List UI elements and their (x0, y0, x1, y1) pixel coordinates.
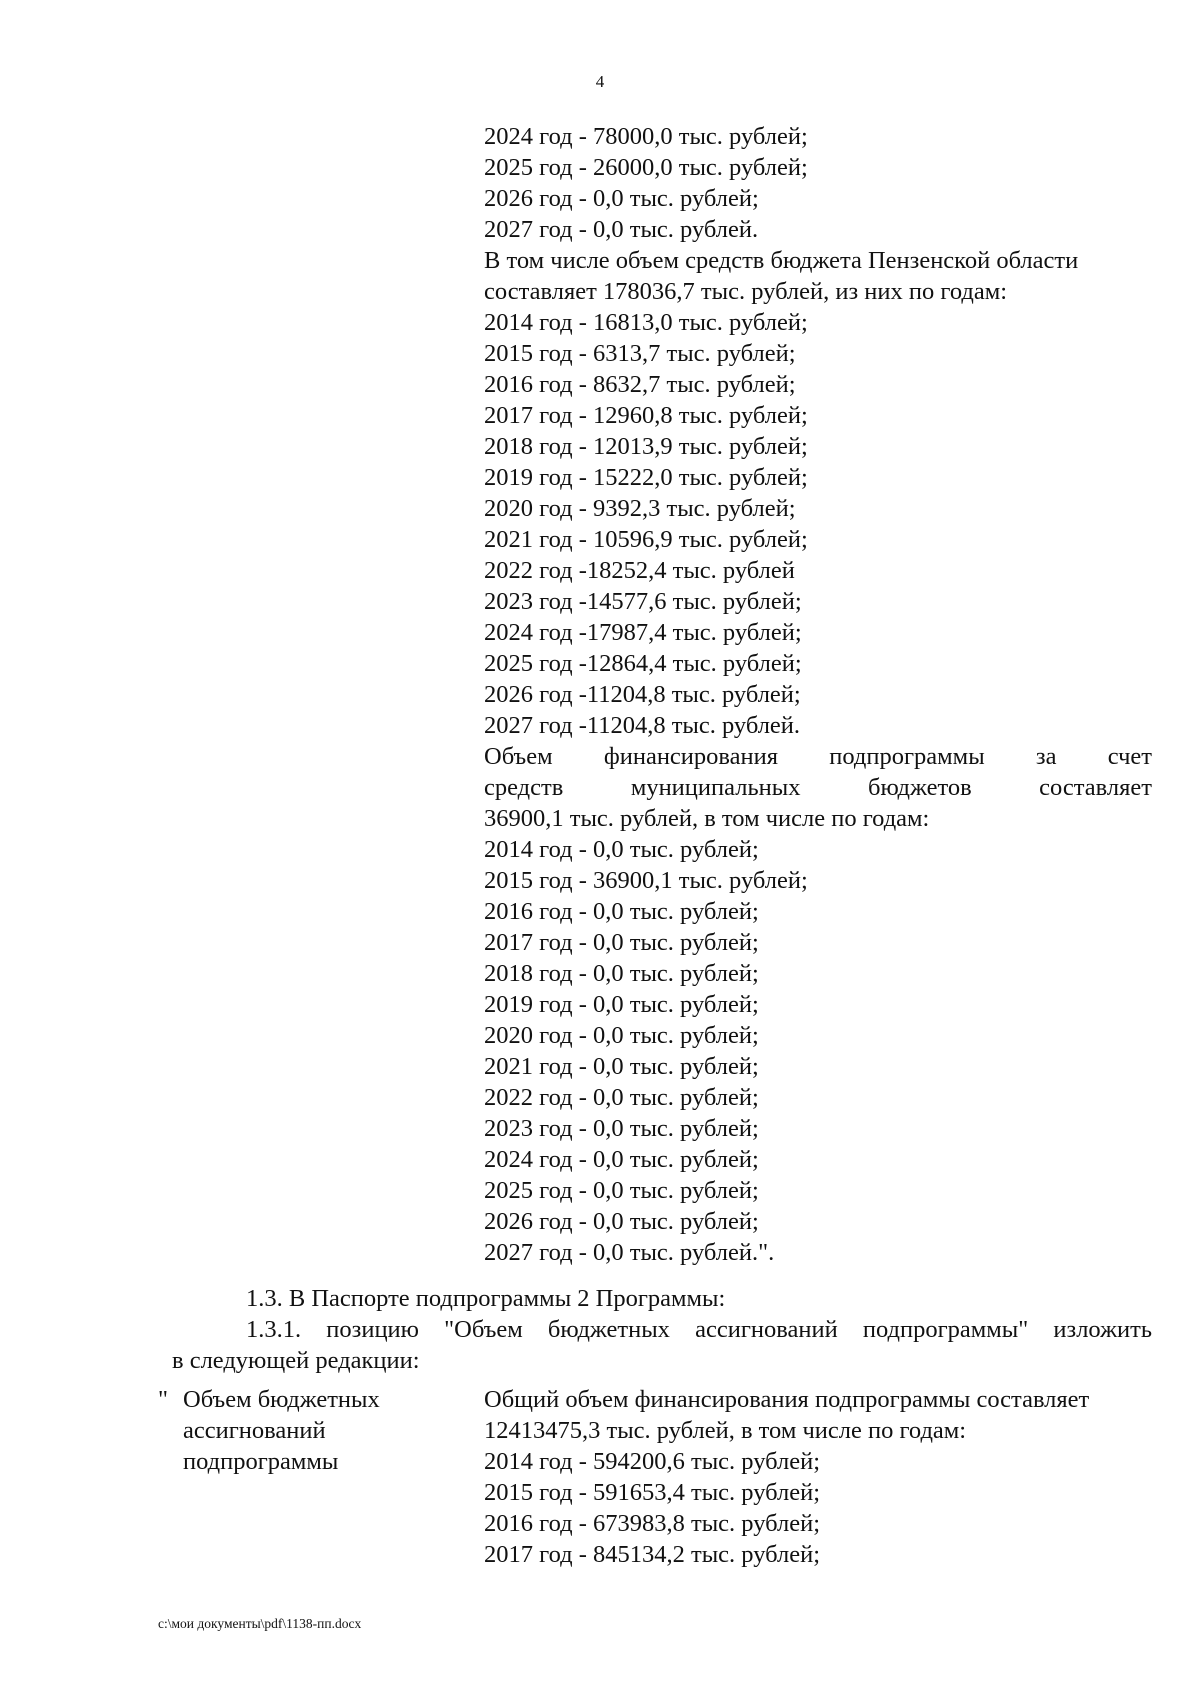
year-line: 2021 год - 0,0 тыс. рублей; (484, 1053, 759, 1080)
footer-file-path: c:\мои документы\pdf\1138-пп.docx (158, 1616, 362, 1631)
year-line: 2027 год - 0,0 тыс. рублей. (484, 216, 759, 243)
year-line: 2027 год - 0,0 тыс. рублей.". (484, 1239, 775, 1266)
year-line: 2024 год -17987,4 тыс. рублей; (484, 619, 802, 646)
total-funding-line: Общий объем финансирования подпрограммы составляет (484, 1386, 1090, 1413)
year-line: 2025 год - 26000,0 тыс. рублей; (484, 154, 808, 181)
year-line: 2026 год - 0,0 тыс. рублей; (484, 1208, 759, 1235)
page-number: 4 (595, 72, 605, 91)
year-line: 2019 год - 0,0 тыс. рублей; (484, 991, 759, 1018)
subprogram-2-funding (484, 1384, 1152, 1570)
year-line: 2020 год - 0,0 тыс. рублей; (484, 1022, 759, 1049)
label-line: ассигнований (183, 1417, 326, 1444)
year-line: 2015 год - 36900,1 тыс. рублей; (484, 867, 808, 894)
paragraph-1-3-1: 1.3.1. позицию "Объем бюджетных ассигнований подпрограммы" изложить (246, 1316, 1152, 1343)
year-line: 2014 год - 594200,6 тыс. рублей; (484, 1448, 821, 1475)
label-line: подпрограммы (183, 1448, 339, 1475)
year-line: 2015 год - 6313,7 тыс. рублей; (484, 340, 796, 367)
municipal-budget-intro: Объем финансирования подпрограммы за счет (484, 743, 1152, 770)
year-line: 2018 год - 12013,9 тыс. рублей; (484, 433, 808, 460)
label-line: Объем бюджетных (183, 1386, 380, 1413)
total-funding-line: 12413475,3 тыс. рублей, в том числе по годам: (484, 1417, 967, 1444)
paragraph-1-3: 1.3. В Паспорте подпрограммы 2 Программы: (246, 1285, 726, 1312)
municipal-budget-intro: средств муниципальных бюджетов составляет (484, 774, 1152, 801)
year-line: 2017 год - 0,0 тыс. рублей; (484, 929, 759, 956)
year-line: 2026 год - 0,0 тыс. рублей; (484, 185, 759, 212)
budget-allocations-label (183, 1384, 473, 1477)
year-line: 2016 год - 673983,8 тыс. рублей; (484, 1510, 821, 1537)
opening-quote-mark: " (158, 1386, 169, 1413)
year-line: 2027 год -11204,8 тыс. рублей. (484, 712, 801, 739)
year-line: 2023 год - 0,0 тыс. рублей; (484, 1115, 759, 1142)
year-line: 2014 год - 0,0 тыс. рублей; (484, 836, 759, 863)
year-line: 2018 год - 0,0 тыс. рублей; (484, 960, 759, 987)
year-line: 2015 год - 591653,4 тыс. рублей; (484, 1479, 821, 1506)
municipal-budget-intro: 36900,1 тыс. рублей, в том числе по годам: (484, 805, 930, 832)
year-line: 2020 год - 9392,3 тыс. рублей; (484, 495, 796, 522)
year-line: 2016 год - 0,0 тыс. рублей; (484, 898, 759, 925)
year-line: 2022 год -18252,4 тыс. рублей (484, 557, 795, 584)
year-line: 2025 год - 0,0 тыс. рублей; (484, 1177, 759, 1204)
funding-by-year-continued (484, 121, 1152, 1268)
year-line: 2017 год - 12960,8 тыс. рублей; (484, 402, 808, 429)
year-line: 2021 год - 10596,9 тыс. рублей; (484, 526, 808, 553)
year-line: 2019 год - 15222,0 тыс. рублей; (484, 464, 808, 491)
year-line: 2025 год -12864,4 тыс. рублей; (484, 650, 802, 677)
regional-budget-intro: составляет 178036,7 тыс. рублей, из них по годам: (484, 278, 1008, 305)
regional-budget-intro: В том числе объем средств бюджета Пензенской области (484, 247, 1079, 274)
year-line: 2024 год - 78000,0 тыс. рублей; (484, 123, 808, 150)
year-line: 2026 год -11204,8 тыс. рублей; (484, 681, 801, 708)
year-line: 2022 год - 0,0 тыс. рублей; (484, 1084, 759, 1111)
year-line: 2016 год - 8632,7 тыс. рублей; (484, 371, 796, 398)
year-line: 2014 год - 16813,0 тыс. рублей; (484, 309, 808, 336)
year-line: 2023 год -14577,6 тыс. рублей; (484, 588, 802, 615)
year-line: 2024 год - 0,0 тыс. рублей; (484, 1146, 759, 1173)
paragraph-1-3-1-continued: в следующей редакции: (172, 1347, 420, 1374)
year-line: 2017 год - 845134,2 тыс. рублей; (484, 1541, 821, 1568)
